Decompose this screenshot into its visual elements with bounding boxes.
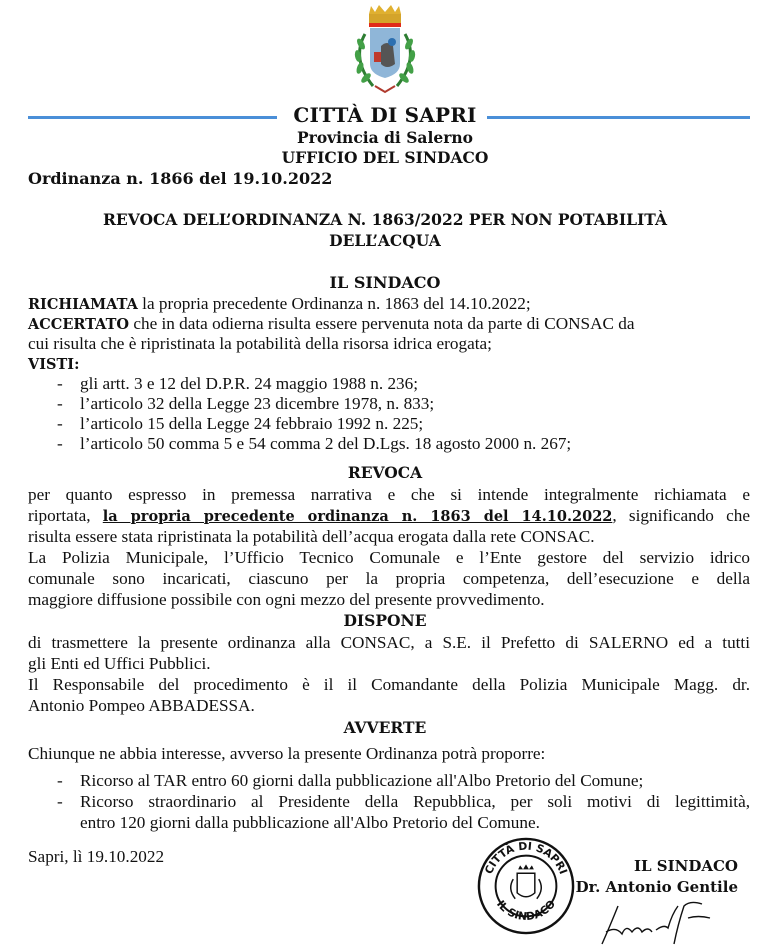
avverte-item-2-line-2: entro 120 giorni dalla pubblicazione all'Albo Pretorio del Comune.: [80, 813, 540, 832]
revoca-line-2-post: , significando che: [612, 506, 750, 525]
official-stamp-icon: [476, 836, 576, 936]
dispone-line-2: gli Enti ed Uffici Pubblici.: [28, 654, 211, 673]
svg-text:IL SINDACO: [494, 898, 558, 924]
revoca-line-4: La Polizia Municipale, l’Ufficio Tecnico Comunale e l’Ente gestore del servizio idrico: [28, 548, 750, 567]
revoca-line-1: per quanto espresso in premessa narrativa e che si intende integralmente richiamata e: [28, 485, 750, 504]
accertato-paragraph: [28, 313, 635, 335]
visti-item: gli artt. 3 e 12 del D.P.R. 24 maggio 1988 n. 236;: [80, 374, 418, 393]
accertato-text-2: cui risulta che è ripristinata la potabilità della risorsa idrica erogata;: [28, 334, 492, 353]
visti-item: l’articolo 15 della Legge 24 febbraio 1992 n. 225;: [80, 414, 424, 433]
richiamata-paragraph: [28, 293, 531, 315]
revoca-line-2: [28, 505, 750, 527]
signer-title: IL SINDACO: [634, 857, 738, 875]
dispone-heading: DISPONE: [343, 611, 427, 630]
mayor-heading: IL SINDACO: [329, 273, 441, 292]
avverte-item-2-line-1: Ricorso straordinario al Presidente della Repubblica, per soli motivi di legittimità,: [80, 792, 750, 811]
dispone-line-4: Antonio Pompeo ABBADESSA.: [28, 696, 255, 715]
city-title: CITTÀ DI SAPRI: [293, 103, 477, 127]
revoca-line-5: comunale sono incaricati, ciascuno per la propria competenza, dell’esecuzione e della: [28, 569, 750, 588]
list-bullet: -: [57, 414, 63, 433]
stamp-top-text: CITTÀ DI SAPRI: [482, 839, 570, 877]
revoca-heading: REVOCA: [347, 463, 423, 482]
handwritten-signature-icon: [598, 900, 718, 946]
revoked-ordinance-reference: la propria precedente ordinanza n. 1863 del 14.10.2022: [102, 508, 613, 525]
place-date: Sapri, lì 19.10.2022: [28, 847, 165, 866]
revoca-line-2-pre: riportata,: [28, 506, 103, 525]
list-bullet: -: [57, 394, 63, 413]
visti-label: VISTI:: [28, 356, 80, 373]
visti-item: l’articolo 50 comma 5 e 54 comma 2 del D.Lgs. 18 agosto 2000 n. 267;: [80, 434, 572, 453]
signer-name: Dr. Antonio Gentile: [575, 878, 738, 896]
subject-line-1: REVOCA DELL’ORDINANZA N. 1863/2022 PER NON POTABILITÀ: [103, 210, 667, 229]
dispone-line-3: Il Responsabile del procedimento è il il Comandante della Polizia Municipale Magg. dr.: [28, 675, 750, 694]
accertato-label: ACCERTATO: [28, 316, 130, 333]
list-bullet: -: [57, 792, 63, 811]
avverte-heading: AVVERTE: [343, 718, 427, 737]
list-bullet: -: [57, 374, 63, 393]
revoca-line-6: maggiore diffusione possibile con ogni mezzo del presente provvedimento.: [28, 590, 545, 609]
revoca-line-3: risulta essere stata ripristinata la potabilità dell’acqua erogata dalla rete CONSAC.: [28, 527, 595, 546]
municipal-crest-icon: [343, 4, 427, 100]
accertato-text-1: che in data odierna risulta essere pervenuta nota da parte di CONSAC da: [129, 314, 635, 333]
richiamata-label: RICHIAMATA: [28, 296, 138, 313]
dispone-line-1: di trasmettere la presente ordinanza alla CONSAC, a S.E. il Prefetto di SALERNO ed a tutti: [28, 633, 750, 652]
avverte-item-1: Ricorso al TAR entro 60 giorni dalla pubblicazione all'Albo Pretorio del Comune;: [80, 771, 644, 790]
ordinance-number: Ordinanza n. 1866 del 19.10.2022: [28, 169, 333, 188]
province-label: Provincia di Salerno: [297, 128, 473, 147]
office-label: UFFICIO DEL SINDACO: [281, 148, 489, 167]
avverte-intro: Chiunque ne abbia interesse, avverso la presente Ordinanza potrà proporre:: [28, 744, 546, 763]
visti-item: l’articolo 32 della Legge 23 dicembre 1978, n. 833;: [80, 394, 435, 413]
stamp-bottom-text: IL SINDACO: [493, 897, 559, 924]
subject-line-2: DELL’ACQUA: [329, 231, 441, 250]
list-bullet: -: [57, 771, 63, 790]
richiamata-text: la propria precedente Ordinanza n. 1863 del 14.10.2022;: [137, 294, 531, 313]
list-bullet: -: [57, 434, 63, 453]
svg-text:CITTÀ DI SAPRI: [482, 840, 570, 876]
